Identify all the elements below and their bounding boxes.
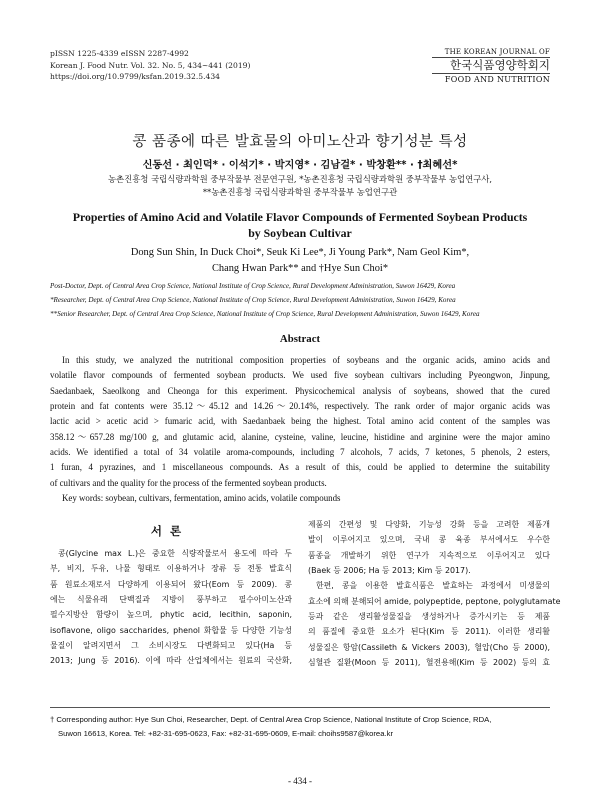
right-column-text — [308, 517, 561, 670]
abstract-line: Saedanbaek, Saeolkong and Cheonga for this experiment. Physicochemical analysis of soybeans, showed that the cured — [50, 385, 550, 396]
affiliation-3: **Senior Researcher, Dept. of Central Area Crop Science, National Institute of Crop Science, Rural Development Administration, Suwon 16429, Korea — [50, 310, 480, 318]
korean-authors: 신동선 · 최인덕* · 이석기* · 박지영* · 김남걸* · 박창환** · †최혜선* — [142, 160, 458, 171]
body-line: 품종을 개발하기 위한 연구가 지속적으로 이루어지고 있다 — [308, 550, 550, 560]
english-authors-line1: Dong Sun Shin, In Duck Choi*, Seuk Ki Lee*, Ji Young Park*, Nam Geol Kim*, — [130, 247, 470, 258]
body-line: 효소에 의해 분해되어 amide, polypeptide, peptone, polyglutamate — [308, 596, 561, 606]
english-affiliations — [50, 279, 550, 321]
body-line: 발이 이루어지고 있으며, 국내 콩 육종 부서에서도 우수한 — [308, 535, 550, 545]
keywords: Key words: soybean, cultivars, fermentation, amino acids, volatile compounds — [62, 493, 341, 504]
korean-title: 콩 품종에 따른 발효물의 아미노산과 향기성분 특성 — [132, 134, 468, 150]
journal-header-info — [50, 48, 250, 83]
body-line: 부, 비지, 두유, 나물 형태로 이용하거나 장류 등 전통 발효식 — [50, 564, 292, 574]
body-line: 에는 식물유래 단백질과 지방이 풍부하고 필수아미노산과 — [50, 595, 292, 605]
body-line: isoflavone, oligo saccharides, phenol 화합물 등 다양한 기능성 — [50, 625, 292, 635]
body-line: 등과 같은 생리활성물질을 생성하거나 증가시키는 등 제품 — [308, 612, 550, 622]
abstract-line: acids. We identified a total of 34 volatile aroma-compounds, including 7 alcohols, 7 acids, 7 ketones, 5 phenols, 2 esters, — [50, 447, 550, 458]
issn-line: pISSN 1225-4339 eISSN 2287-4992 — [50, 49, 189, 58]
abstract-heading: Abstract — [279, 333, 321, 345]
english-authors-line2: Chang Hwan Park** and †Hye Sun Choi* — [211, 263, 389, 274]
abstract-line: In this study, we analyzed the nutritional composition properties of soybeans and the organic acids, amino acids and — [62, 355, 550, 365]
english-title-line1: Properties of Amino Acid and Volatile Flavor Compounds of Fermented Soybean Products — [72, 210, 528, 224]
footnote-line: † Corresponding author: Hye Sun Choi, Researcher, Dept. of Central Area Crop Science, National Institute of Crop Science, RDA, — [50, 715, 492, 724]
abstract-line: 1 furan, 4 pyrazines, and 1 miscellaneous compounds. As a result of this, could be applied to determine the suitability — [50, 462, 550, 473]
body-line: 제품의 간편성 및 다양화, 기능성 강화 등을 고려한 제품개 — [308, 520, 550, 529]
affiliation-2: *Researcher, Dept. of Central Area Crop Science, National Institute of Crop Science, Rural Development Administration, Suwon 16429, Korea — [50, 296, 456, 304]
abstract-line: of cultivars and the quality for the process of the fermented soybean products. — [50, 477, 327, 488]
journal-name-line1: THE KOREAN JOURNAL OF — [432, 48, 550, 58]
body-line: 심혈관 질환(Moon 등 2011), 혈전용해(Kim 등 2002) 등의 효 — [308, 658, 550, 668]
left-column-text — [50, 546, 292, 669]
abstract-body — [50, 353, 550, 506]
journal-name-line3: FOOD AND NUTRITION — [432, 73, 550, 84]
body-line: 물질이 알려지면서 그 소비시장도 다변화되고 있다(Ha 등 — [50, 641, 292, 651]
abstract-line: 358.12～657.28 mg/100 g, and glutamic acid, alanine, cysteine, valine, leucine, histidine and arginine were the major amino — [50, 431, 550, 442]
body-line: 필수지방산 함량이 높으며, phytic acid, lecithin, saponin, — [50, 610, 292, 620]
journal-logo — [432, 48, 550, 84]
abstract-line: lactic acid > acetic acid > fumaric acid, with Saedanbaek being the highest. Total amino acid content of the samples was — [50, 416, 550, 427]
body-line: 2013; Jung 등 2016). 이에 따라 산업체에서는 원료의 국산화, — [50, 656, 292, 666]
body-line: (Baek 등 2006; Ha 등 2013; Kim 등 2017). — [308, 566, 471, 576]
english-title-line2: by Soybean Cultivar — [248, 226, 352, 240]
doi-link[interactable]: https://doi.org/10.9799/ksfan.2019.32.5.434 — [50, 72, 220, 82]
body-line: 의 품질에 중요한 요소가 된다(Kim 등 2011). 이러한 생리활 — [308, 627, 550, 637]
korean-affiliation-2: **농촌진흥청 국립식량과학원 중부작물부 농업연구관 — [202, 187, 398, 197]
body-line: 성물질은 항암(Cassileth & Vickers 2003), 혈압(Cho 등 2000), — [308, 642, 550, 652]
footnote-line: Suwon 16613, Korea. Tel: +82-31-695-0623, Fax: +82-31-695-0609, E-mail: choihs9587@korea.kr — [58, 729, 394, 739]
journal-name-korean: 한국식품영양학회지 — [450, 58, 550, 72]
footnote-divider — [50, 707, 550, 708]
abstract-line: volatile flavor compounds of fermented soybean products. We used five soybean cultivars including Pyeongwon, Jinpung, — [50, 370, 550, 381]
korean-affiliation-1: 농촌진흥청 국립식량과학원 중부작물부 전문연구원, *농촌진흥청 국립식량과학원 중부작물부 농업연구사, — [107, 174, 493, 184]
affiliation-1: Post-Doctor, Dept. of Central Area Crop Science, National Institute of Crop Science, Rural Development Administration, Suwon 16429, Korea — [50, 282, 456, 290]
page-number: - 434 - — [288, 776, 312, 786]
body-line: 콩(Glycine max L.)은 중요한 식량작물로서 용도에 따라 두 — [58, 549, 292, 558]
body-line: 품 원료소재로서 다양하게 이용되어 왔다(Eom 등 2009). 콩 — [50, 579, 292, 589]
body-line: 한편, 콩을 이용한 발효식품은 발효하는 과정에서 미생물의 — [316, 581, 550, 591]
corresponding-author-footnote — [50, 713, 550, 741]
section-heading-introduction: 서론 — [150, 524, 190, 538]
abstract-line: protein and fat contents were 35.12～45.12 and 14.26～20.14%, respectively. The rank order of major organic acids was — [50, 401, 550, 412]
citation-line: Korean J. Food Nutr. Vol. 32. No. 5, 434~441 (2019) — [50, 60, 251, 70]
